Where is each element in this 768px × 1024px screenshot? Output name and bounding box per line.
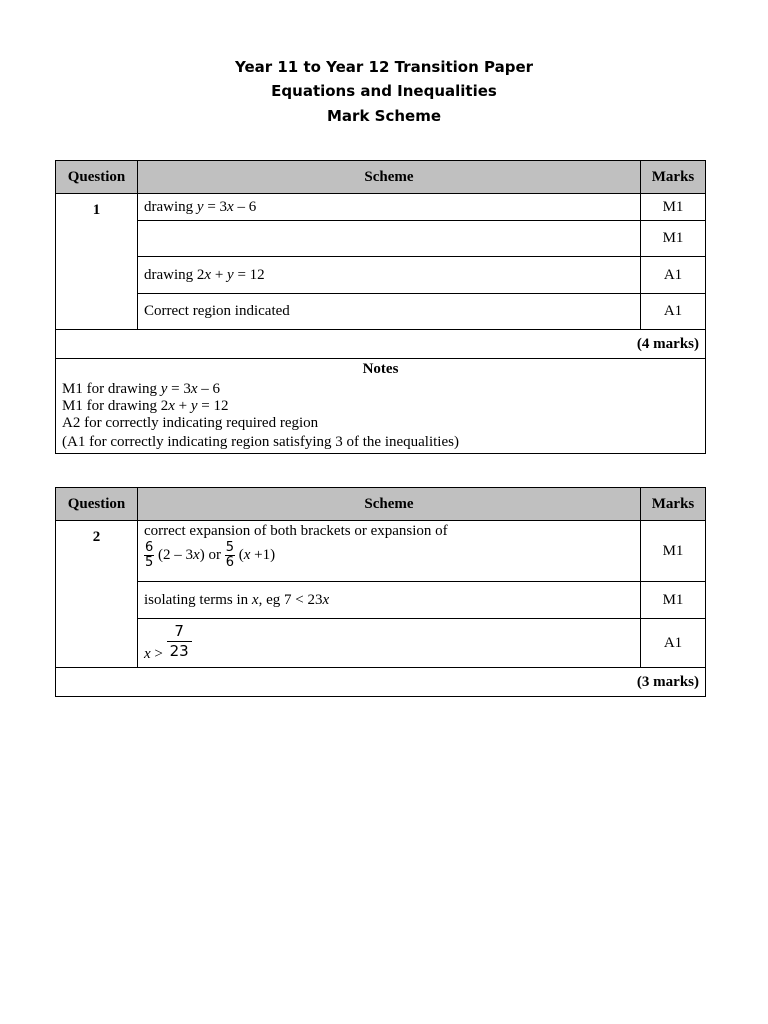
- mark-cell: A1: [641, 294, 706, 330]
- fraction-denominator: 5: [145, 555, 154, 570]
- total-marks: (4 marks): [56, 330, 706, 359]
- mark-cell: M1: [641, 194, 706, 221]
- variable: x: [322, 591, 330, 608]
- total-marks: (3 marks): [56, 668, 706, 697]
- variable: x: [168, 398, 175, 414]
- marks-header: Marks: [641, 161, 706, 194]
- note-text: +: [174, 398, 191, 414]
- scheme-header: Scheme: [138, 161, 641, 194]
- scheme-text: drawing: [144, 198, 197, 215]
- scheme-cell: [138, 619, 641, 668]
- fraction-numerator: 5: [225, 540, 234, 555]
- table-row: [56, 294, 706, 330]
- question-header: Question: [56, 161, 138, 194]
- scheme-text: , eg 7 < 23: [258, 591, 323, 608]
- notes-row: [56, 359, 706, 454]
- mark-scheme-title: Mark Scheme: [327, 107, 441, 125]
- table-header-row: [56, 488, 706, 521]
- fraction-denominator: 23: [169, 642, 189, 660]
- paper-title: Year 11 to Year 12 Transition Paper: [234, 58, 534, 76]
- variable: y: [196, 198, 204, 215]
- scheme-cell: [138, 521, 641, 582]
- variable: x: [227, 198, 234, 215]
- scheme-text: – 6: [233, 198, 257, 215]
- scheme-text: isolating terms in: [144, 591, 252, 608]
- scheme-cell: Correct region indicated: [138, 294, 641, 330]
- scheme-cell: [138, 221, 641, 257]
- fraction-denominator: 6: [225, 555, 234, 570]
- question-number: 2: [56, 521, 138, 668]
- variable: x: [190, 381, 198, 397]
- mark-cell: M1: [641, 221, 706, 257]
- scheme-text: +: [211, 266, 228, 283]
- note-text: – 6: [197, 381, 221, 397]
- table-row: [56, 521, 706, 582]
- notes-title: Notes: [362, 361, 399, 377]
- note-line: (A1 for correctly indicating region satisfying 3 of the inequalities): [62, 434, 459, 450]
- note-line: [62, 398, 699, 415]
- scheme-text: = 12: [233, 266, 265, 283]
- expression-text: ) or: [199, 546, 225, 563]
- variable: x: [193, 546, 200, 563]
- table-row: [56, 257, 706, 294]
- variable: y: [190, 398, 198, 414]
- note-text: M1 for drawing 2: [62, 398, 169, 414]
- table-row: [56, 619, 706, 668]
- expression-text: (: [234, 546, 244, 563]
- variable: x: [204, 266, 212, 283]
- scheme-text: correct expansion of both brackets or expansion of: [144, 523, 448, 539]
- question-1-table: [55, 160, 706, 454]
- total-row: [56, 330, 706, 359]
- variable: y: [160, 381, 168, 397]
- topic-title: Equations and Inequalities: [271, 82, 497, 100]
- mark-cell: M1: [641, 582, 706, 619]
- marks-header: Marks: [641, 488, 706, 521]
- variable: y: [227, 266, 234, 283]
- variable: x: [251, 591, 259, 608]
- fraction-numerator: 6: [145, 540, 154, 555]
- note-text: = 3: [167, 381, 191, 397]
- scheme-cell: [138, 257, 641, 294]
- fraction: [167, 622, 192, 661]
- table-header-row: [56, 161, 706, 194]
- table-row: [56, 582, 706, 619]
- scheme-cell: [138, 582, 641, 619]
- notes-cell: [56, 359, 706, 454]
- note-line: A2 for correctly indicating required region: [62, 415, 319, 431]
- total-row: [56, 668, 706, 697]
- expression-text: +1): [250, 546, 276, 563]
- note-line: [62, 381, 699, 398]
- mark-cell: M1: [641, 521, 706, 582]
- scheme-text: drawing 2: [144, 266, 205, 283]
- scheme-header: Scheme: [138, 488, 641, 521]
- table-row: [56, 221, 706, 257]
- fraction: [144, 541, 154, 570]
- variable: x: [144, 646, 151, 662]
- variable: x: [243, 546, 251, 563]
- note-text: M1 for drawing: [62, 381, 161, 397]
- scheme-text: >: [150, 646, 167, 662]
- scheme-cell: [138, 194, 641, 221]
- scheme-text: = 3: [203, 198, 228, 215]
- fraction-numerator: 7: [167, 622, 192, 642]
- scheme-expression: [144, 541, 634, 570]
- question-header: Question: [56, 488, 138, 521]
- question-2-table: [55, 487, 706, 697]
- expression-text: (2 – 3: [154, 546, 194, 563]
- mark-cell: A1: [641, 619, 706, 668]
- fraction: [225, 541, 235, 570]
- mark-cell: A1: [641, 257, 706, 294]
- question-number: 1: [56, 194, 138, 330]
- note-text: = 12: [197, 398, 229, 414]
- table-row: [56, 194, 706, 221]
